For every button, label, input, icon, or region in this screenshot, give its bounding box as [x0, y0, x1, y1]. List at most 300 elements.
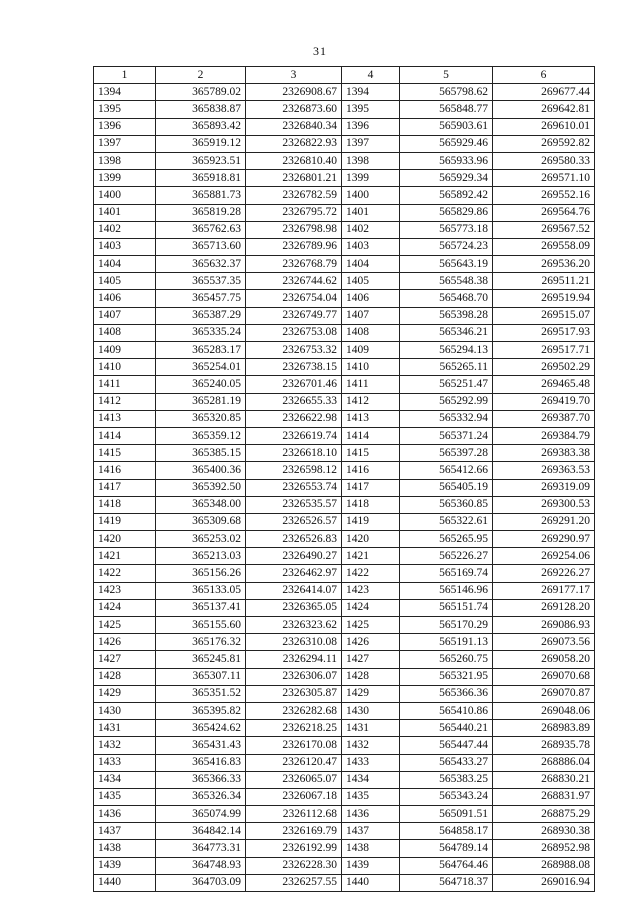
table-cell-col-3: 2326738.15	[246, 359, 342, 376]
table-cell-col-5: 565151.74	[400, 599, 493, 616]
table-cell-col-6: 269567.52	[493, 221, 595, 238]
table-cell-col-2: 365400.36	[156, 462, 246, 479]
table-row	[94, 840, 595, 857]
table-cell-col-3: 2326789.96	[246, 238, 342, 255]
table-cell-col-4: 1433	[342, 754, 400, 771]
table-cell-col-6: 268830.21	[493, 771, 595, 788]
table-cell-col-1: 1404	[94, 256, 156, 273]
table-cell-col-6: 269536.20	[493, 256, 595, 273]
table-cell-col-1: 1406	[94, 290, 156, 307]
table-cell-col-6: 269642.81	[493, 101, 595, 118]
table-cell-col-3: 2326305.87	[246, 685, 342, 702]
table-row	[94, 324, 595, 341]
table-cell-col-1: 1407	[94, 307, 156, 324]
table-cell-col-5: 565933.96	[400, 152, 493, 169]
table-row	[94, 685, 595, 702]
table-cell-col-2: 365240.05	[156, 376, 246, 393]
table-row	[94, 737, 595, 754]
table-cell-col-5: 565371.24	[400, 427, 493, 444]
table-cell-col-2: 365156.26	[156, 565, 246, 582]
table-cell-col-2: 365348.00	[156, 496, 246, 513]
table-body	[94, 84, 595, 892]
table-cell-col-2: 365176.32	[156, 634, 246, 651]
table-cell-col-6: 269517.93	[493, 324, 595, 341]
table-row	[94, 771, 595, 788]
table-cell-col-6: 269070.87	[493, 685, 595, 702]
table-cell-col-2: 365395.82	[156, 702, 246, 719]
table-row	[94, 513, 595, 530]
table-cell-col-4: 1437	[342, 823, 400, 840]
table-cell-col-5: 565405.19	[400, 479, 493, 496]
table-cell-col-4: 1394	[342, 84, 400, 101]
table-cell-col-1: 1423	[94, 582, 156, 599]
table-cell-col-2: 364773.31	[156, 840, 246, 857]
table-cell-col-4: 1421	[342, 548, 400, 565]
table-cell-col-3: 2326365.05	[246, 599, 342, 616]
table-row	[94, 187, 595, 204]
table-cell-col-4: 1419	[342, 513, 400, 530]
table-cell-col-2: 365416.83	[156, 754, 246, 771]
table-cell-col-6: 268952.98	[493, 840, 595, 857]
table-cell-col-5: 564718.37	[400, 874, 493, 891]
table-cell-col-2: 365253.02	[156, 531, 246, 548]
table-row	[94, 857, 595, 874]
table-row	[94, 479, 595, 496]
table-cell-col-4: 1398	[342, 152, 400, 169]
table-cell-col-2: 365155.60	[156, 617, 246, 634]
table-cell-col-6: 269519.94	[493, 290, 595, 307]
table-cell-col-3: 2326655.33	[246, 393, 342, 410]
table-cell-col-6: 269517.71	[493, 342, 595, 359]
table-cell-col-5: 565366.36	[400, 685, 493, 702]
table-cell-col-5: 565191.13	[400, 634, 493, 651]
column-header-2: 2	[156, 67, 246, 84]
table-cell-col-4: 1397	[342, 135, 400, 152]
page-number: 31	[313, 44, 327, 58]
table-cell-col-4: 1409	[342, 342, 400, 359]
table-cell-col-3: 2326553.74	[246, 479, 342, 496]
table-cell-col-1: 1416	[94, 462, 156, 479]
table-cell-col-3: 2326323.62	[246, 617, 342, 634]
table-cell-col-6: 269128.20	[493, 599, 595, 616]
table-cell-col-4: 1404	[342, 256, 400, 273]
table-cell-col-6: 268930.38	[493, 823, 595, 840]
table-row	[94, 806, 595, 823]
table-cell-col-5: 565322.61	[400, 513, 493, 530]
table-cell-col-5: 565848.77	[400, 101, 493, 118]
table-cell-col-2: 365392.50	[156, 479, 246, 496]
table-row	[94, 393, 595, 410]
table-cell-col-3: 2326414.07	[246, 582, 342, 599]
table-cell-col-2: 365351.52	[156, 685, 246, 702]
table-cell-col-1: 1398	[94, 152, 156, 169]
table-row	[94, 754, 595, 771]
table-cell-col-4: 1439	[342, 857, 400, 874]
table-cell-col-6: 269465.48	[493, 376, 595, 393]
table-cell-col-4: 1415	[342, 445, 400, 462]
table-cell-col-6: 269571.10	[493, 170, 595, 187]
table-cell-col-1: 1426	[94, 634, 156, 651]
table-cell-col-6: 269070.68	[493, 668, 595, 685]
table-cell-col-5: 565169.74	[400, 565, 493, 582]
table-cell-col-3: 2326526.83	[246, 531, 342, 548]
table-cell-col-5: 565798.62	[400, 84, 493, 101]
table-cell-col-6: 269610.01	[493, 118, 595, 135]
table-cell-col-6: 269226.27	[493, 565, 595, 582]
table-cell-col-3: 2326067.18	[246, 788, 342, 805]
table-cell-col-4: 1405	[342, 273, 400, 290]
table-row	[94, 170, 595, 187]
table-row	[94, 617, 595, 634]
table-header	[94, 67, 595, 84]
table-cell-col-4: 1416	[342, 462, 400, 479]
table-cell-col-2: 365307.11	[156, 668, 246, 685]
table-cell-col-5: 565412.66	[400, 462, 493, 479]
table-cell-col-1: 1422	[94, 565, 156, 582]
table-cell-col-6: 269515.07	[493, 307, 595, 324]
table-cell-col-2: 365133.05	[156, 582, 246, 599]
table-cell-col-4: 1406	[342, 290, 400, 307]
table-cell-col-2: 365819.28	[156, 204, 246, 221]
table-cell-col-6: 269558.09	[493, 238, 595, 255]
table-cell-col-5: 565433.27	[400, 754, 493, 771]
table-cell-col-1: 1417	[94, 479, 156, 496]
table-cell-col-3: 2326753.32	[246, 342, 342, 359]
table-row	[94, 874, 595, 891]
table-cell-col-5: 565398.28	[400, 307, 493, 324]
table-cell-col-3: 2326065.07	[246, 771, 342, 788]
table-row	[94, 823, 595, 840]
table-cell-col-4: 1403	[342, 238, 400, 255]
table-cell-col-5: 565294.13	[400, 342, 493, 359]
table-cell-col-5: 565410.86	[400, 702, 493, 719]
table-row	[94, 342, 595, 359]
table-cell-col-6: 269300.53	[493, 496, 595, 513]
table-cell-col-6: 268988.08	[493, 857, 595, 874]
table-row	[94, 634, 595, 651]
table-cell-col-5: 565146.96	[400, 582, 493, 599]
table-row	[94, 410, 595, 427]
table-row	[94, 427, 595, 444]
table-cell-col-3: 2326840.34	[246, 118, 342, 135]
table-row	[94, 359, 595, 376]
table-cell-col-1: 1420	[94, 531, 156, 548]
table-cell-col-5: 565447.44	[400, 737, 493, 754]
table-cell-col-5: 564789.14	[400, 840, 493, 857]
table-cell-col-6: 269580.33	[493, 152, 595, 169]
table-cell-col-3: 2326535.57	[246, 496, 342, 513]
table-cell-col-1: 1438	[94, 840, 156, 857]
table-cell-col-1: 1408	[94, 324, 156, 341]
table-cell-col-5: 565170.29	[400, 617, 493, 634]
table-cell-col-4: 1434	[342, 771, 400, 788]
table-cell-col-2: 365137.41	[156, 599, 246, 616]
header-row	[94, 67, 595, 84]
table-cell-col-1: 1431	[94, 720, 156, 737]
table-cell-col-6: 269419.70	[493, 393, 595, 410]
table-cell-col-1: 1433	[94, 754, 156, 771]
table-cell-col-4: 1423	[342, 582, 400, 599]
table-row	[94, 118, 595, 135]
table-cell-col-6: 269291.20	[493, 513, 595, 530]
table-cell-col-6: 269086.93	[493, 617, 595, 634]
table-cell-col-4: 1400	[342, 187, 400, 204]
table-cell-col-2: 365359.12	[156, 427, 246, 444]
table-cell-col-6: 269387.70	[493, 410, 595, 427]
table-cell-col-3: 2326218.25	[246, 720, 342, 737]
table-cell-col-3: 2326192.99	[246, 840, 342, 857]
table-row	[94, 256, 595, 273]
table-cell-col-1: 1418	[94, 496, 156, 513]
table-cell-col-2: 365431.43	[156, 737, 246, 754]
table-row	[94, 599, 595, 616]
table-cell-col-4: 1432	[342, 737, 400, 754]
table-cell-col-4: 1399	[342, 170, 400, 187]
table-cell-col-2: 365537.35	[156, 273, 246, 290]
table-cell-col-5: 565360.85	[400, 496, 493, 513]
table-cell-col-5: 565440.21	[400, 720, 493, 737]
table-cell-col-6: 269254.06	[493, 548, 595, 565]
table-cell-col-3: 2326622.98	[246, 410, 342, 427]
table-cell-col-1: 1414	[94, 427, 156, 444]
table-cell-col-1: 1428	[94, 668, 156, 685]
table-cell-col-4: 1396	[342, 118, 400, 135]
table-cell-col-3: 2326908.67	[246, 84, 342, 101]
table-cell-col-3: 2326619.74	[246, 427, 342, 444]
table-cell-col-5: 564858.17	[400, 823, 493, 840]
table-cell-col-2: 364748.93	[156, 857, 246, 874]
table-cell-col-2: 365457.75	[156, 290, 246, 307]
table-cell-col-4: 1436	[342, 806, 400, 823]
table-cell-col-3: 2326873.60	[246, 101, 342, 118]
table-cell-col-1: 1439	[94, 857, 156, 874]
table-cell-col-3: 2326294.11	[246, 651, 342, 668]
table-cell-col-2: 365254.01	[156, 359, 246, 376]
table-cell-col-5: 565265.95	[400, 531, 493, 548]
table-cell-col-2: 364842.14	[156, 823, 246, 840]
table-cell-col-1: 1410	[94, 359, 156, 376]
table-row	[94, 307, 595, 324]
table-cell-col-3: 2326257.55	[246, 874, 342, 891]
column-header-4: 4	[342, 67, 400, 84]
table-row	[94, 788, 595, 805]
table-cell-col-3: 2326170.08	[246, 737, 342, 754]
table-cell-col-6: 268875.29	[493, 806, 595, 823]
table-cell-col-2: 365632.37	[156, 256, 246, 273]
table-cell-col-2: 365387.29	[156, 307, 246, 324]
table-cell-col-6: 269592.82	[493, 135, 595, 152]
table-cell-col-3: 2326744.62	[246, 273, 342, 290]
table-cell-col-6: 269048.06	[493, 702, 595, 719]
table-row	[94, 702, 595, 719]
table-cell-col-6: 268886.04	[493, 754, 595, 771]
table-cell-col-5: 565903.61	[400, 118, 493, 135]
table-cell-col-6: 268831.97	[493, 788, 595, 805]
table-row	[94, 376, 595, 393]
table-cell-col-4: 1414	[342, 427, 400, 444]
table-cell-col-3: 2326282.68	[246, 702, 342, 719]
table-cell-col-4: 1418	[342, 496, 400, 513]
table-cell-col-3: 2326810.40	[246, 152, 342, 169]
table-cell-col-3: 2326526.57	[246, 513, 342, 530]
table-cell-col-1: 1395	[94, 101, 156, 118]
table-cell-col-4: 1429	[342, 685, 400, 702]
table-cell-col-5: 565260.75	[400, 651, 493, 668]
table-cell-col-3: 2326598.12	[246, 462, 342, 479]
table-row	[94, 445, 595, 462]
column-header-5: 5	[400, 67, 493, 84]
table-cell-col-3: 2326618.10	[246, 445, 342, 462]
table-cell-col-1: 1399	[94, 170, 156, 187]
table-cell-col-6: 269073.56	[493, 634, 595, 651]
table-cell-col-2: 365074.99	[156, 806, 246, 823]
table-cell-col-1: 1432	[94, 737, 156, 754]
table-cell-col-3: 2326754.04	[246, 290, 342, 307]
table-cell-col-6: 269511.21	[493, 273, 595, 290]
table-cell-col-2: 365893.42	[156, 118, 246, 135]
table-cell-col-6: 269384.79	[493, 427, 595, 444]
table-cell-col-4: 1401	[342, 204, 400, 221]
table-row	[94, 101, 595, 118]
table-cell-col-3: 2326310.08	[246, 634, 342, 651]
table-cell-col-2: 365789.02	[156, 84, 246, 101]
table-row	[94, 582, 595, 599]
table-row	[94, 668, 595, 685]
table-cell-col-6: 269677.44	[493, 84, 595, 101]
table-cell-col-1: 1427	[94, 651, 156, 668]
table-row	[94, 651, 595, 668]
table-cell-col-5: 565343.24	[400, 788, 493, 805]
table-cell-col-4: 1427	[342, 651, 400, 668]
table-cell-col-4: 1411	[342, 376, 400, 393]
table-cell-col-2: 365918.81	[156, 170, 246, 187]
table-cell-col-5: 565397.28	[400, 445, 493, 462]
table-cell-col-4: 1426	[342, 634, 400, 651]
table-row	[94, 462, 595, 479]
table-cell-col-1: 1434	[94, 771, 156, 788]
table-cell-col-1: 1440	[94, 874, 156, 891]
table-cell-col-6: 269502.29	[493, 359, 595, 376]
table-cell-col-5: 565892.42	[400, 187, 493, 204]
table-cell-col-3: 2326490.27	[246, 548, 342, 565]
table-row	[94, 204, 595, 221]
table-cell-col-2: 365424.62	[156, 720, 246, 737]
table-cell-col-1: 1413	[94, 410, 156, 427]
table-cell-col-1: 1436	[94, 806, 156, 823]
table-cell-col-6: 269016.94	[493, 874, 595, 891]
table-cell-col-3: 2326228.30	[246, 857, 342, 874]
table-cell-col-1: 1421	[94, 548, 156, 565]
table-cell-col-5: 565643.19	[400, 256, 493, 273]
table-cell-col-1: 1402	[94, 221, 156, 238]
table-cell-col-6: 268935.78	[493, 737, 595, 754]
table-cell-col-3: 2326768.79	[246, 256, 342, 273]
table-cell-col-5: 565226.27	[400, 548, 493, 565]
table-row	[94, 496, 595, 513]
table-cell-col-2: 365245.81	[156, 651, 246, 668]
table-row	[94, 565, 595, 582]
table-cell-col-2: 365713.60	[156, 238, 246, 255]
table-cell-col-6: 269564.76	[493, 204, 595, 221]
table-cell-col-6: 268983.89	[493, 720, 595, 737]
table-cell-col-4: 1424	[342, 599, 400, 616]
table-cell-col-1: 1415	[94, 445, 156, 462]
table-cell-col-1: 1396	[94, 118, 156, 135]
table-cell-col-6: 269383.38	[493, 445, 595, 462]
table-cell-col-4: 1413	[342, 410, 400, 427]
table-cell-col-1: 1397	[94, 135, 156, 152]
table-cell-col-4: 1410	[342, 359, 400, 376]
table-cell-col-1: 1435	[94, 788, 156, 805]
table-cell-col-3: 2326701.46	[246, 376, 342, 393]
table-cell-col-1: 1424	[94, 599, 156, 616]
table-cell-col-2: 365838.87	[156, 101, 246, 118]
table-cell-col-4: 1438	[342, 840, 400, 857]
table-row	[94, 238, 595, 255]
table-cell-col-1: 1430	[94, 702, 156, 719]
table-cell-col-2: 365283.17	[156, 342, 246, 359]
table-cell-col-4: 1417	[342, 479, 400, 496]
table-cell-col-3: 2326795.72	[246, 204, 342, 221]
table-cell-col-5: 565383.25	[400, 771, 493, 788]
table-cell-col-5: 565292.99	[400, 393, 493, 410]
table-cell-col-1: 1400	[94, 187, 156, 204]
table-cell-col-3: 2326462.97	[246, 565, 342, 582]
column-header-1: 1	[94, 67, 156, 84]
table-cell-col-2: 365881.73	[156, 187, 246, 204]
table-cell-col-6: 269363.53	[493, 462, 595, 479]
table-cell-col-3: 2326798.98	[246, 221, 342, 238]
column-header-6: 6	[493, 67, 595, 84]
table-cell-col-5: 565548.38	[400, 273, 493, 290]
table-cell-col-2: 365335.24	[156, 324, 246, 341]
table-cell-col-5: 565346.21	[400, 324, 493, 341]
table-cell-col-2: 365213.03	[156, 548, 246, 565]
coordinates-table	[93, 66, 595, 892]
table-cell-col-6: 269058.20	[493, 651, 595, 668]
table-cell-col-1: 1394	[94, 84, 156, 101]
table-row	[94, 273, 595, 290]
table-row	[94, 290, 595, 307]
table-cell-col-5: 565321.95	[400, 668, 493, 685]
table-row	[94, 135, 595, 152]
table-cell-col-2: 365762.63	[156, 221, 246, 238]
table-cell-col-4: 1428	[342, 668, 400, 685]
table-cell-col-5: 565773.18	[400, 221, 493, 238]
table-row	[94, 720, 595, 737]
table-cell-col-3: 2326801.21	[246, 170, 342, 187]
table-cell-col-4: 1402	[342, 221, 400, 238]
table-cell-col-4: 1431	[342, 720, 400, 737]
table-cell-col-1: 1437	[94, 823, 156, 840]
table-cell-col-5: 565724.23	[400, 238, 493, 255]
table-cell-col-6: 269552.16	[493, 187, 595, 204]
table-cell-col-2: 364703.09	[156, 874, 246, 891]
table-cell-col-6: 269290.97	[493, 531, 595, 548]
column-header-3: 3	[246, 67, 342, 84]
table-cell-col-5: 565265.11	[400, 359, 493, 376]
table-cell-col-3: 2326822.93	[246, 135, 342, 152]
table-cell-col-3: 2326112.68	[246, 806, 342, 823]
table-cell-col-1: 1429	[94, 685, 156, 702]
table-cell-col-1: 1409	[94, 342, 156, 359]
table-cell-col-1: 1412	[94, 393, 156, 410]
table-cell-col-2: 365326.34	[156, 788, 246, 805]
table-cell-col-1: 1411	[94, 376, 156, 393]
table-cell-col-5: 565929.34	[400, 170, 493, 187]
table-cell-col-5: 565332.94	[400, 410, 493, 427]
table-cell-col-4: 1420	[342, 531, 400, 548]
